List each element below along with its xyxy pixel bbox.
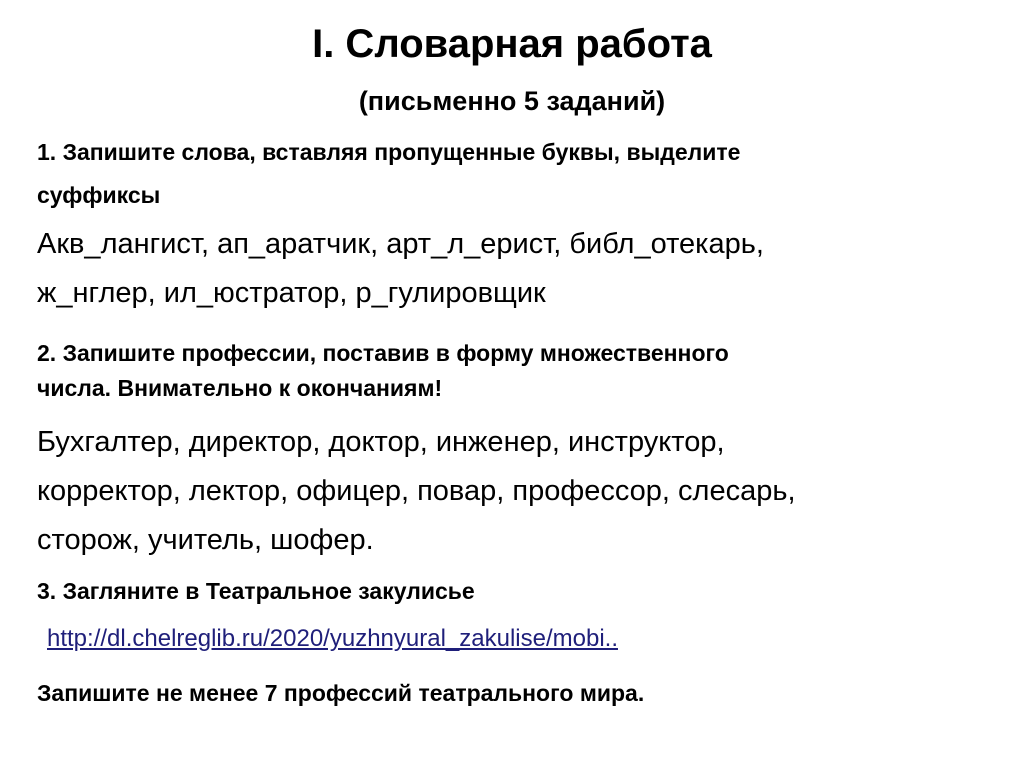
- task-1-instruction-line-2: суффиксы: [37, 182, 161, 208]
- task-1-words-line-1: Акв_лангист, ап_аратчик, арт_л_ерист, библ_отекарь,: [37, 228, 764, 260]
- slide-title: I. Словарная работа: [312, 22, 712, 66]
- task-2-words-line-2: корректор, лектор, офицер, повар, профессор, слесарь,: [37, 475, 796, 507]
- slide-subtitle: (письменно 5 заданий): [358, 86, 666, 116]
- zakulise-link[interactable]: http://dl.chelreglib.ru/2020/yuzhnyural_zakulise/mobi..: [47, 625, 618, 652]
- task-3-professions-instruction: Запишите не менее 7 профессий театрального мира.: [37, 680, 645, 706]
- task-1-instruction-line-1: 1. Запишите слова, вставляя пропущенные буквы, выделите: [37, 139, 741, 165]
- task-1-words-line-2: ж_нглер, ил_юстратор, р_гулировщик: [37, 277, 546, 309]
- task-2-words-line-3: сторож, учитель, шофер.: [37, 524, 374, 556]
- task-2-instruction-line-2: числа. Внимательно к окончаниям!: [37, 375, 443, 401]
- task-3-instruction: 3. Загляните в Театральное закулисье: [37, 578, 475, 604]
- task-2-instruction-line-1: 2. Запишите профессии, поставив в форму множественного: [37, 340, 729, 366]
- task-2-words-line-1: Бухгалтер, директор, доктор, инженер, инструктор,: [37, 426, 725, 458]
